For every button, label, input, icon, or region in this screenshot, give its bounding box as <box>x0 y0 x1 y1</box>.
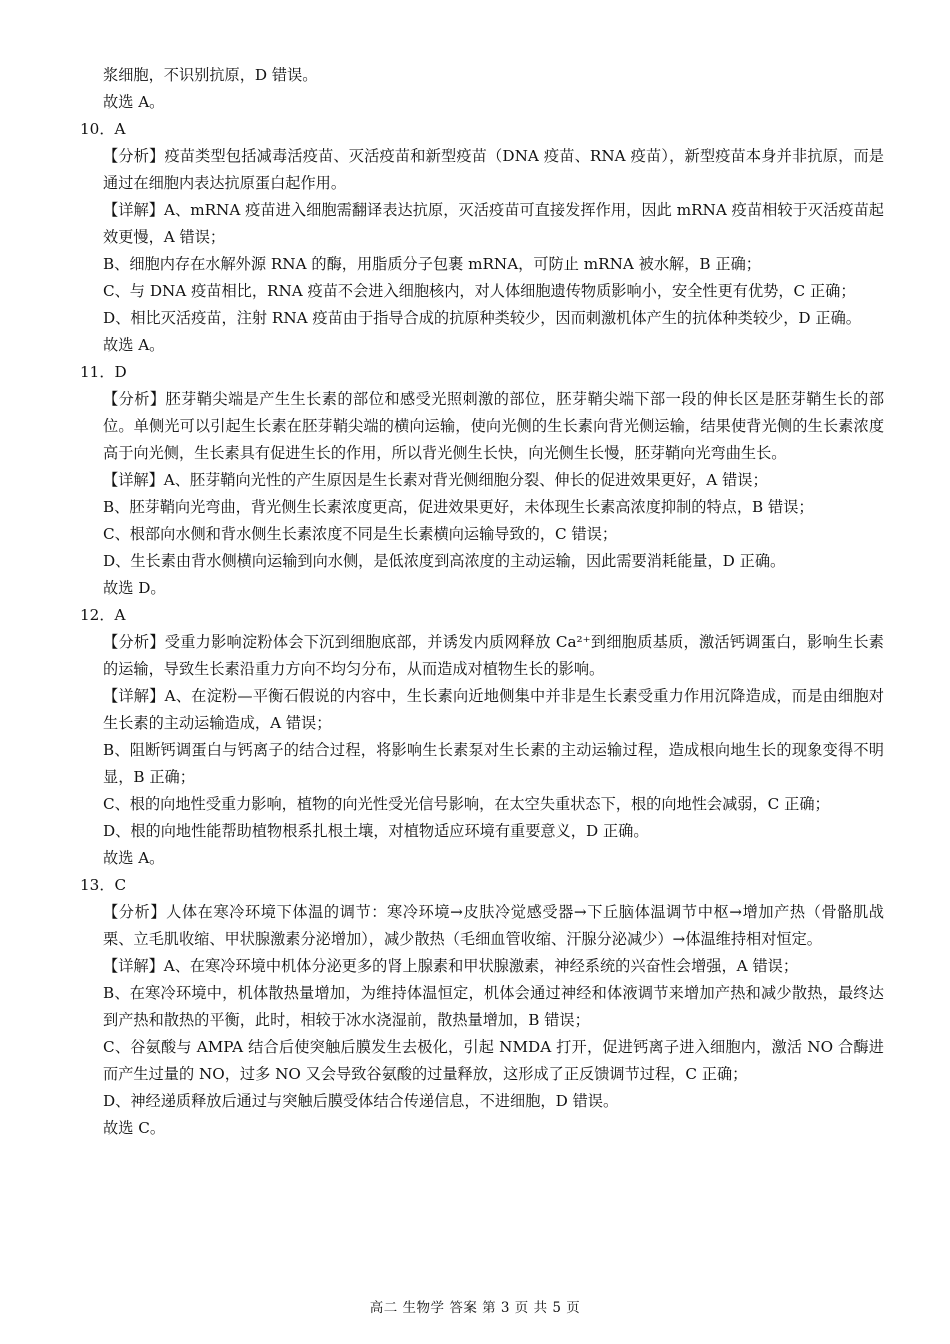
question-number: 11．D <box>80 363 127 381</box>
detail-paragraph: C、根部向水侧和背水侧生长素浓度不同是生长素横向运输导致的，C 错误； <box>103 525 618 543</box>
detail-paragraph: 【详解】A、在淀粉—平衡石假说的内容中，生长素向近地侧集中并非是生长素受重力作用沉降造成，而是由细胞对生长素的主动运输造成，A 错误； <box>103 687 884 732</box>
page-footer: 高二 生物学 答案 第 3 页 共 5 页 <box>369 1300 581 1316</box>
answer-choice: 故选 D。 <box>103 579 166 597</box>
detail-paragraph: B、细胞内存在水解外源 RNA 的酶，用脂质分子包裹 mRNA，可防止 mRNA 被水解，B 正确； <box>103 255 761 273</box>
question-number: 10．A <box>80 120 126 138</box>
question-10 <box>0 116 950 359</box>
detail-paragraph: D、神经递质释放后通过与突触后膜受体结合传递信息，不进细胞，D 错误。 <box>103 1092 619 1110</box>
question-number: 12．A <box>80 606 126 624</box>
answer-content <box>0 62 950 1142</box>
detail-paragraph: C、谷氨酸与 AMPA 结合后使突触后膜发生去极化，引起 NMDA 打开，促进钙离子进入细胞内，激活 NO 合酶进而产生过量的 NO，过多 NO 又会导致谷氨酸的过量释放，这形成了正反馈调节过程，C 正确； <box>103 1038 884 1083</box>
detail-paragraph: D、根的向地性能帮助植物根系扎根土壤，对植物适应环境有重要意义，D 正确。 <box>103 822 649 840</box>
answer-choice: 故选 A。 <box>103 93 165 111</box>
detail-paragraph: D、相比灭活疫苗，注射 RNA 疫苗由于指导合成的抗原种类较少，因而刺激机体产生的抗体种类较少，D 正确。 <box>103 309 861 327</box>
question-12 <box>0 602 950 872</box>
detail-paragraph: B、阻断钙调蛋白与钙离子的结合过程，将影响生长素泵对生长素的主动运输过程，造成根向地生长的现象变得不明显，B 正确； <box>103 741 884 786</box>
detail-paragraph: 【详解】A、mRNA 疫苗进入细胞需翻译表达抗原，灭活疫苗可直接发挥作用，因此 mRNA 疫苗相较于灭活疫苗起效更慢，A 错误； <box>103 201 884 246</box>
paragraph: 浆细胞，不识别抗原，D 错误。 <box>103 66 318 84</box>
detail-paragraph: C、与 DNA 疫苗相比，RNA 疫苗不会进入细胞核内，对人体细胞遗传物质影响小，安全性更有优势，C 正确； <box>103 282 856 300</box>
question-13 <box>0 872 950 1142</box>
detail-paragraph: B、胚芽鞘向光弯曲，背光侧生长素浓度更高，促进效果更好，未体现生长素高浓度抑制的特点，B 错误； <box>103 498 814 516</box>
answer-choice: 故选 A。 <box>103 336 165 354</box>
analysis-paragraph: 【分析】人体在寒冷环境下体温的调节：寒冷环境→皮肤冷觉感受器→下丘脑体温调节中枢→增加产热（骨骼肌战栗、立毛肌收缩、甲状腺激素分泌增加），减少散热（毛细血管收缩、汗腺分泌减少）→体温维持相对恒定。 <box>103 903 884 948</box>
analysis-paragraph: 【分析】受重力影响淀粉体会下沉到细胞底部，并诱发内质网释放 Ca²⁺到细胞质基质，激活钙调蛋白，影响生长素的运输，导致生长素沿重力方向不均匀分布，从而造成对植物生长的影响。 <box>103 633 884 678</box>
question-9-continuation <box>0 62 950 116</box>
detail-paragraph: 【详解】A、胚芽鞘向光性的产生原因是生长素对背光侧细胞分裂、伸长的促进效果更好，A 错误； <box>103 471 768 489</box>
detail-paragraph: D、生长素由背水侧横向运输到向水侧，是低浓度到高浓度的主动运输，因此需要消耗能量，D 正确。 <box>103 552 786 570</box>
analysis-paragraph: 【分析】疫苗类型包括减毒活疫苗、灭活疫苗和新型疫苗（DNA 疫苗、RNA 疫苗），新型疫苗本身并非抗原，而是通过在细胞内表达抗原蛋白起作用。 <box>103 147 884 192</box>
analysis-paragraph: 【分析】胚芽鞘尖端是产生生长素的部位和感受光照刺激的部位，胚芽鞘尖端下部一段的伸长区是胚芽鞘生长的部位。单侧光可以引起生长素在胚芽鞘尖端的横向运输，使向光侧的生长素向背光侧运输，结果使背光侧的生长素浓度高于向光侧，生长素具有促进生长的作用，所以背光侧生长快，向光侧生长慢，胚芽鞘向光弯曲生长。 <box>103 390 884 462</box>
detail-paragraph: 【详解】A、在寒冷环境中机体分泌更多的肾上腺素和甲状腺激素，神经系统的兴奋性会增强，A 错误； <box>103 957 799 975</box>
detail-paragraph: C、根的向地性受重力影响，植物的向光性受光信号影响，在太空失重状态下，根的向地性会减弱，C 正确； <box>103 795 830 813</box>
question-number: 13．C <box>80 876 127 894</box>
answer-choice: 故选 A。 <box>103 849 165 867</box>
detail-paragraph: B、在寒冷环境中，机体散热量增加，为维持体温恒定，机体会通过神经和体液调节来增加产热和减少散热，最终达到产热和散热的平衡，此时，相较于冰水浇湿前，散热量增加，B 错误； <box>103 984 884 1029</box>
question-11 <box>0 359 950 602</box>
answer-choice: 故选 C。 <box>103 1119 166 1137</box>
